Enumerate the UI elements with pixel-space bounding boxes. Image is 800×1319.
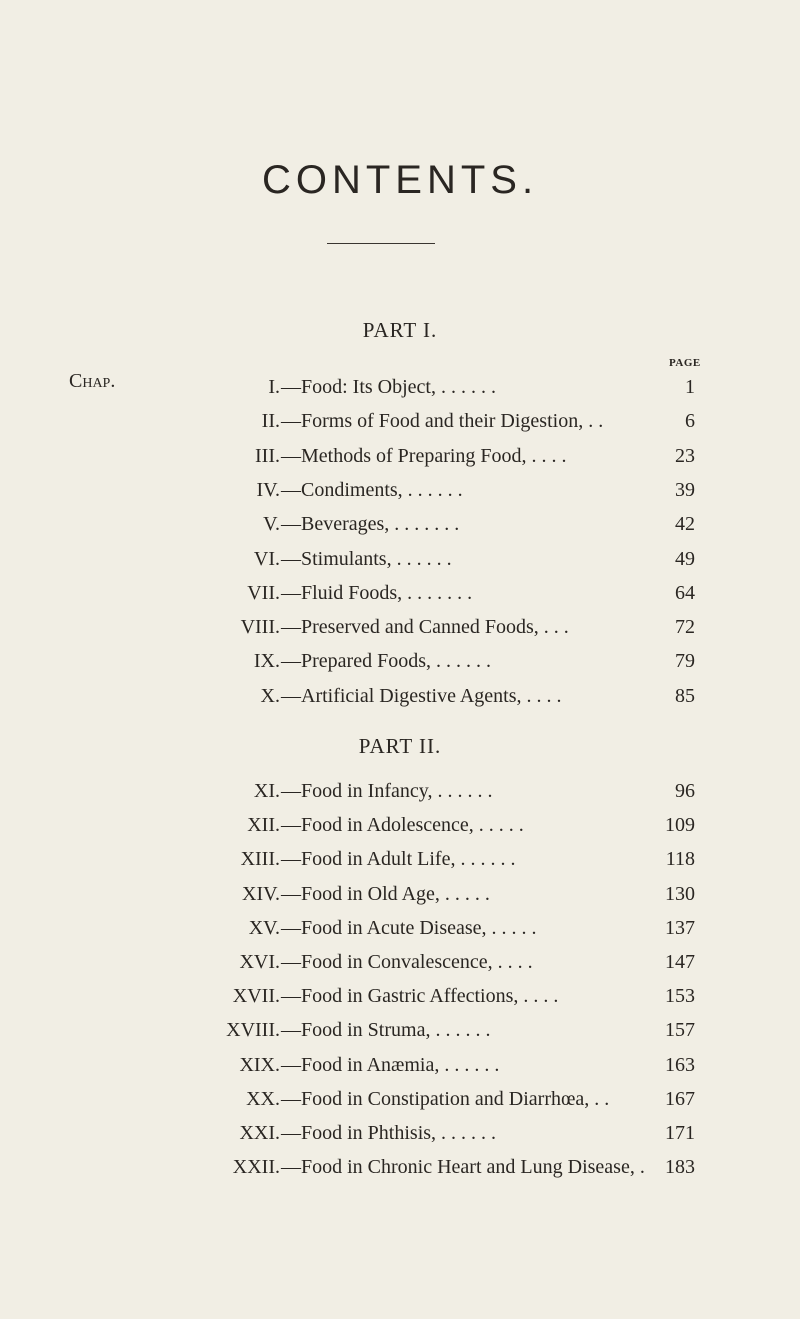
page-number: 157: [665, 1019, 695, 1042]
chapter-title: —Fluid Foods, . . . . . . .: [281, 581, 473, 604]
toc-entry: [0, 404, 800, 438]
page-number: 6: [685, 410, 695, 433]
page-number: 23: [675, 444, 695, 467]
toc-entry: [0, 911, 800, 945]
page-number: 118: [665, 848, 695, 871]
page-number: 163: [665, 1053, 695, 1076]
page-number: 64: [675, 581, 695, 604]
toc-entry: [0, 507, 800, 541]
chapter-number: XXII.: [232, 1156, 280, 1179]
chapter-title: —Prepared Foods, . . . . . .: [281, 650, 491, 673]
chapter-number: VIII.: [240, 616, 280, 639]
toc-entry: [0, 877, 800, 911]
page-number: 39: [675, 478, 695, 501]
toc-entry: [0, 1013, 800, 1047]
chapter-number: XI.: [253, 780, 280, 802]
chapter-title: —Stimulants, . . . . . .: [281, 547, 452, 570]
chapter-number: IX.: [253, 650, 280, 673]
toc-entry: [0, 610, 800, 644]
page-column-label: PAGE: [669, 357, 701, 369]
toc-entry: [0, 644, 800, 678]
chapter-number: II.: [261, 410, 280, 433]
part-heading: PART II.: [358, 734, 442, 758]
chapter-number: XVI.: [239, 951, 280, 973]
toc-entry: [0, 774, 800, 808]
chapter-number: IV.: [256, 478, 280, 501]
toc-entry: [0, 945, 800, 979]
chapter-title: —Food in Gastric Affections, . . . .: [281, 985, 559, 1008]
chapter-title: —Methods of Preparing Food, . . . .: [281, 444, 567, 467]
chapter-number: VII.: [247, 581, 280, 604]
page-number: 130: [665, 882, 695, 905]
chapter-title: —Food in Anæmia, . . . . . .: [281, 1053, 500, 1076]
chapter-number: X.: [260, 684, 280, 707]
chapter-title: —Food in Old Age, . . . . .: [281, 882, 490, 905]
chapter-number: XX.: [246, 1087, 280, 1110]
chapter-number: XIII.: [240, 848, 280, 871]
chapter-number: XVIII.: [226, 1019, 280, 1042]
chapter-number: XII.: [247, 814, 280, 837]
page-number: 72: [675, 616, 695, 639]
chapter-title: —Food in Acute Disease, . . . . .: [281, 916, 537, 939]
toc-entry: [0, 679, 800, 713]
title-divider: [327, 243, 435, 244]
page-number: 42: [675, 513, 695, 536]
chapter-title: —Beverages, . . . . . . .: [281, 513, 460, 536]
toc-entry: [0, 1116, 800, 1150]
page-number: 183: [665, 1156, 695, 1179]
chapter-title: —Forms of Food and their Digestion, . .: [281, 410, 604, 433]
chapter-number: VI.: [253, 547, 280, 570]
chapter-title: —Condiments, . . . . . .: [281, 478, 463, 501]
page-number: 171: [665, 1122, 695, 1144]
chapter-title: —Food: Its Object, . . . . . .: [281, 376, 496, 398]
toc-entry: [0, 1082, 800, 1116]
toc-entry: [0, 439, 800, 473]
toc-entry: [0, 1150, 800, 1184]
page-number: 85: [675, 684, 695, 707]
page-title: CONTENTS.: [261, 158, 539, 202]
chapter-number: III.: [255, 444, 280, 467]
chapter-number: XIX.: [239, 1053, 280, 1076]
toc-entry: [0, 542, 800, 576]
page-number: 167: [665, 1087, 695, 1110]
chapter-number: I.: [268, 376, 280, 398]
chapter-title: —Food in Infancy, . . . . . .: [281, 780, 493, 802]
page-number: 79: [675, 650, 695, 673]
toc-entry: [0, 979, 800, 1013]
chapter-number: V.: [263, 513, 280, 536]
chapter-title: —Artificial Digestive Agents, . . . .: [281, 684, 562, 707]
chap-label: Chap.: [69, 370, 116, 392]
toc-entry: [0, 1048, 800, 1082]
page-number: 137: [665, 916, 695, 939]
toc-entry: [0, 576, 800, 610]
chapter-number: XXI.: [239, 1122, 280, 1144]
chapter-title: —Food in Convalescence, . . . .: [281, 951, 533, 973]
page-number: 147: [665, 951, 695, 973]
page-number: 96: [675, 780, 695, 802]
toc-entry: [0, 808, 800, 842]
chapter-number: XVII.: [232, 985, 280, 1008]
chapter-title: —Food in Chronic Heart and Lung Disease, .: [281, 1156, 645, 1179]
toc-entry: [0, 842, 800, 876]
toc-entry: [0, 473, 800, 507]
chapter-title: —Food in Constipation and Diarrhœa, . .: [281, 1087, 610, 1110]
chapter-number: XV.: [248, 916, 280, 939]
chapter-title: —Food in Adult Life, . . . . . .: [281, 848, 516, 871]
page-number: 49: [675, 547, 695, 570]
chapter-title: —Food in Adolescence, . . . . .: [281, 814, 524, 837]
chapter-number: XIV.: [242, 882, 280, 905]
chapter-title: —Preserved and Canned Foods, . . .: [281, 616, 569, 639]
toc-entry: [0, 370, 800, 404]
chapter-title: —Food in Struma, . . . . . .: [281, 1019, 491, 1042]
page-number: 109: [665, 814, 695, 837]
page-number: 153: [665, 985, 695, 1008]
part-heading: PART I.: [362, 318, 438, 342]
chapter-title: —Food in Phthisis, . . . . . .: [281, 1122, 497, 1144]
page-number: 1: [685, 376, 695, 398]
